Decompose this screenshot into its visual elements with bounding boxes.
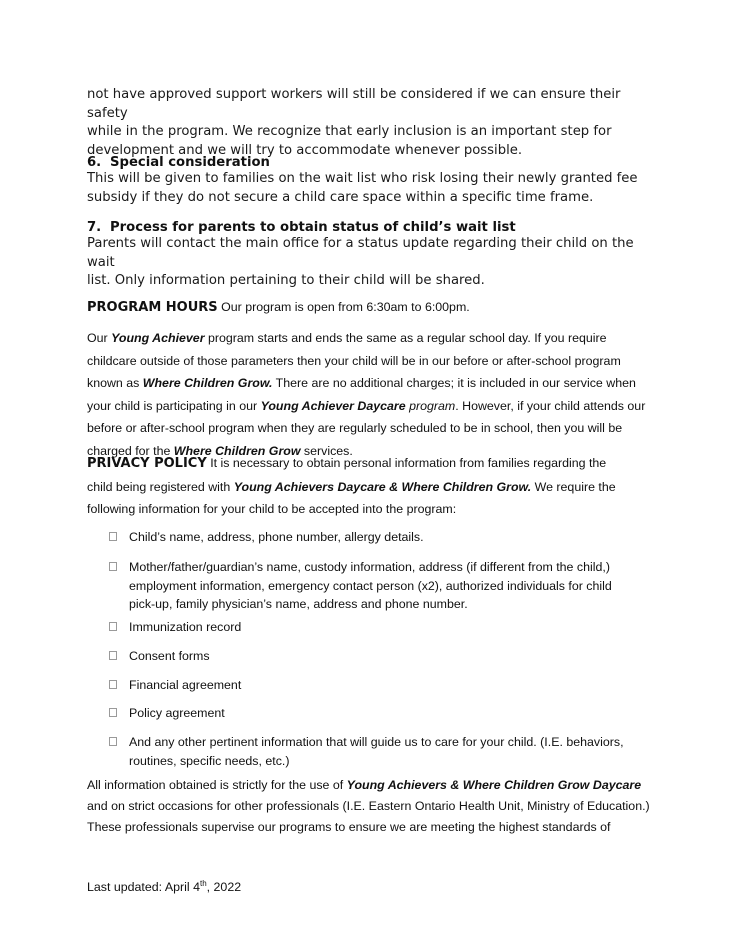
list-item-text: Mother/father/guardian’s name, custody information, address (if different from the child,) employment information, emergency contact person (x2), authorized individuals for child pick-up, family physician’s name, address and phone number. <box>129 560 612 611</box>
text-run: There are no additional charges; it is included in our service when your child is participating in our <box>87 376 636 413</box>
section-7-heading <box>87 220 516 236</box>
program-name-emphasis: Where Children Grow <box>173 443 301 458</box>
text-run: All information obtained is strictly for the use of <box>87 778 347 792</box>
footer-superscript: th <box>199 878 207 888</box>
text-run: and on strict occasions for other professionals (I.E. Eastern Ontario Health Unit, Ministry of Education.) These professionals supervise our programs to ensure we are meeting the highest standards of <box>87 799 650 834</box>
section-6-number: 6. <box>87 155 102 170</box>
intro-line: while in the program. We recognize that early inclusion is an important step for <box>87 124 612 140</box>
section-6-line: subsidy if they do not secure a child care space within a specific time frame. <box>87 189 594 205</box>
program-name-emphasis: Young Achievers & Where Children Grow Daycare <box>346 778 642 792</box>
footer-text: , 2022 <box>206 880 242 894</box>
program-name-emphasis: Young Achiever Daycare <box>260 398 406 413</box>
section-6-body <box>87 170 657 207</box>
text-run: services. <box>300 443 353 458</box>
checkbox-square-icon <box>109 737 117 746</box>
list-item-text: And any other pertinent information that will guide us to care for your child. (I.E. behaviors, routines, specific needs, etc.) <box>129 735 624 768</box>
checkbox-square-icon <box>109 680 117 689</box>
section-6-heading <box>87 155 270 171</box>
privacy-closing-paragraph <box>87 775 652 838</box>
list-item-text: Immunization record <box>129 620 242 634</box>
section-7-line: Parents will contact the main office for a status update regarding their child on the wait <box>87 236 634 270</box>
intro-line: development and we will try to accommodate whenever possible. <box>87 142 523 158</box>
program-name-emphasis: Where Children Grow. <box>142 376 273 390</box>
privacy-policy-heading: PRIVACY POLICY <box>87 456 207 471</box>
program-name-emphasis: Young Achievers Daycare & Where Children Grow. <box>233 479 532 494</box>
program-hours-lead <box>87 296 662 320</box>
text-run: It is necessary to obtain personal information from families regarding the child being registered with <box>87 456 607 494</box>
checkbox-square-icon <box>109 708 117 717</box>
text-run: . However, if your child attends our before or after-school program when they are regularly scheduled to be in school, then you will be charged for the <box>87 398 646 458</box>
section-6-title: Special consideration <box>110 155 270 170</box>
checkbox-square-icon <box>109 532 117 541</box>
text-run: program starts and ends the same as a regular school day. If you require childcare outside of those parameters then your child will be in our before or after-school program known as <box>87 331 621 390</box>
section-7-line: list. Only information pertaining to their child will be shared. <box>87 273 485 289</box>
section-7-number: 7. <box>87 220 102 235</box>
section-7-body <box>87 235 657 291</box>
privacy-policy-paragraph <box>87 452 622 521</box>
intro-paragraph <box>87 86 657 160</box>
text-run: Our <box>87 331 112 345</box>
program-hours-lead-text: Our program is open from 6:30am to 6:00pm. <box>217 300 470 314</box>
section-7-title: Process for parents to obtain status of child’s wait list <box>110 220 516 235</box>
list-item-text: Child’s name, address, phone number, allergy details. <box>129 530 424 544</box>
footer-text: Last updated: April 4 <box>87 880 200 894</box>
checkbox-square-icon <box>109 562 117 571</box>
list-item-text: Financial agreement <box>129 678 242 692</box>
text-run-italic: program <box>405 398 456 413</box>
list-item-text: Policy agreement <box>129 706 225 720</box>
program-hours-heading: PROGRAM HOURS <box>87 300 218 315</box>
program-name-emphasis: Young Achiever <box>111 331 205 345</box>
checkbox-square-icon <box>109 651 117 660</box>
last-updated-footer <box>87 880 241 894</box>
intro-line: not have approved support workers will still be considered if we can ensure their safety <box>87 87 621 121</box>
checkbox-square-icon <box>109 622 117 631</box>
section-6-line: This will be given to families on the wait list who risk losing their newly granted fee <box>87 171 638 186</box>
program-hours-paragraph <box>87 327 657 462</box>
text-run: We require the following information for your child to be accepted into the program: <box>87 479 616 516</box>
list-item-text: Consent forms <box>129 649 210 663</box>
